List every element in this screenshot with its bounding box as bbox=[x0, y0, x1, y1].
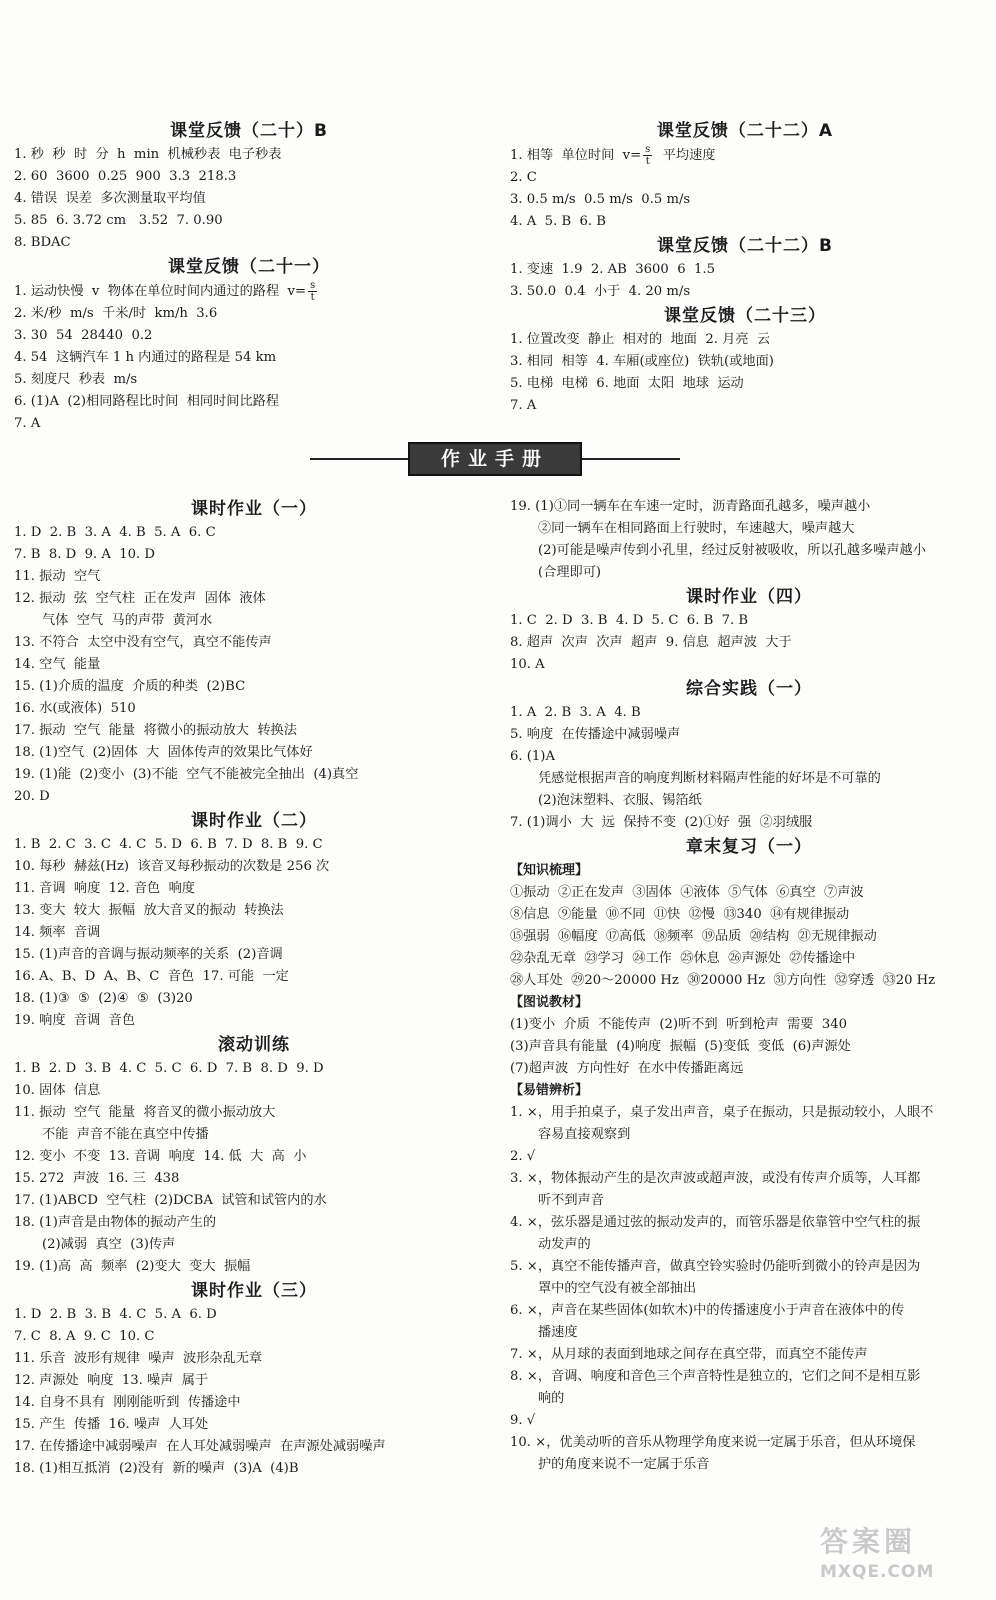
answer-line: 4. A 5. B 6. B bbox=[510, 214, 606, 229]
answer-line: 11. 振动 空气 能量 将音叉的微小振动放大 bbox=[14, 1105, 276, 1120]
answer-line: 15. (1)介质的温度 介质的种类 (2)BC bbox=[14, 679, 246, 694]
answer-line: 6. ×，声音在某些固体(如软木)中的传播速度小于声音在液体中的传 bbox=[510, 1303, 905, 1318]
answer-line: 12. 变小 不变 13. 音调 响度 14. 低 大 高 小 bbox=[14, 1149, 307, 1164]
answer-line: 3. ×，物体振动产生的是次声波或超声波，或没有传声介质等，人耳都 bbox=[510, 1171, 921, 1186]
section-title: 课堂反馈（二十一） bbox=[168, 257, 330, 277]
answer-line: 18. (1)声音是由物体的振动产生的 bbox=[14, 1215, 217, 1230]
answer-line: 2. C bbox=[510, 170, 537, 185]
answer-line: 3. 0.5 m/s 0.5 m/s 0.5 m/s bbox=[510, 192, 691, 207]
answer-line: 2. √ bbox=[510, 1149, 536, 1164]
answer-line: 7. B 8. D 9. A 10. D bbox=[14, 547, 155, 562]
watermark-line1: 答案圈 bbox=[820, 1525, 917, 1558]
section-title: 章末复习（一） bbox=[686, 837, 812, 857]
banner-rule-left bbox=[310, 458, 408, 460]
subsection-title: 【图说教材】 bbox=[510, 995, 589, 1010]
answer-line: ②同一辆车在相同路面上行驶时，车速越大，噪声越大 bbox=[538, 521, 855, 536]
section-banner bbox=[300, 440, 690, 480]
section-title: 课时作业（一） bbox=[191, 499, 317, 519]
answer-line: 18. (1)空气 (2)固体 大 固体传声的效果比气体好 bbox=[14, 745, 313, 760]
answer-line: 11. 振动 空气 bbox=[14, 569, 101, 584]
answer-line: 5. 刻度尺 秒表 m/s bbox=[14, 372, 138, 387]
answer-line: (7)超声波 方向性好 在水中传播距离远 bbox=[510, 1061, 744, 1076]
answer-line: ㉘人耳处 ㉙20～20000 Hz ㉚20000 Hz ㉛方向性 ㉜穿透 ㉝20 Hz bbox=[510, 973, 936, 988]
section-title: 课堂反馈（二十三） bbox=[664, 306, 826, 326]
answer-line: 容易直接观察到 bbox=[538, 1127, 631, 1142]
answer-line: ①振动 ②正在发声 ③固体 ④液体 ⑤气体 ⑥真空 ⑦声波 bbox=[510, 885, 864, 900]
answer-line: 13. 变大 较大 振幅 放大音叉的振动 转换法 bbox=[14, 903, 284, 918]
section-title: 综合实践（一） bbox=[686, 679, 812, 699]
answer-line: 1. D 2. B 3. B 4. C 5. A 6. D bbox=[14, 1307, 217, 1322]
banner-rule-right bbox=[582, 458, 680, 460]
answer-line: 9. √ bbox=[510, 1413, 536, 1428]
answer-line: 15. (1)声音的音调与振动频率的关系 (2)音调 bbox=[14, 947, 283, 962]
column-left-top bbox=[14, 118, 484, 435]
answer-line: 14. 频率 音调 bbox=[14, 925, 101, 940]
answer-line: 12. 声源处 响度 13. 噪声 属于 bbox=[14, 1373, 209, 1388]
answer-line: 1. 秒 秒 时 分 h min 机械秒表 电子秒表 bbox=[14, 147, 282, 162]
answer-line: 19. (1)①同一辆车在车速一定时，沥青路面孔越多，噪声越小 bbox=[510, 499, 871, 514]
answer-line: 19. 响度 音调 音色 bbox=[14, 1013, 136, 1028]
answer-line: 3. 50.0 0.4 小于 4. 20 m/s bbox=[510, 284, 691, 299]
answer-line: 15. 272 声波 16. 三 438 bbox=[14, 1171, 180, 1186]
answer-line: 14. 自身不具有 刚刚能听到 传播途中 bbox=[14, 1395, 241, 1410]
answer-line: 不能 声音不能在真空中传播 bbox=[42, 1127, 209, 1142]
section-title: 滚动训练 bbox=[218, 1035, 290, 1055]
answer-line: 1. ×，用手拍桌子，桌子发出声音，桌子在振动，只是振动较小，人眼不 bbox=[510, 1105, 934, 1120]
answer-line: 7. C 8. A 9. C 10. C bbox=[14, 1329, 155, 1344]
answer-line: 11. 音调 响度 12. 音色 响度 bbox=[14, 881, 195, 896]
answer-line: ⑧信息 ⑨能量 ⑩不同 ⑪快 ⑫慢 ⑬340 ⑭有规律振动 bbox=[510, 907, 850, 922]
answer-line: 4. 54 这辆汽车 1 h 内通过的路程是 54 km bbox=[14, 350, 277, 365]
answer-line: 1. B 2. D 3. B 4. C 5. C 6. D 7. B 8. D 9. D bbox=[14, 1061, 324, 1076]
answer-line: 1. 位置改变 静止 相对的 地面 2. 月亮 云 bbox=[510, 332, 771, 347]
answer-line: 8. 超声 次声 次声 超声 9. 信息 超声波 大于 bbox=[510, 635, 792, 650]
section-title: 课时作业（二） bbox=[191, 811, 317, 831]
answer-line: (合理即可) bbox=[538, 565, 602, 580]
answer-line: 13. 不符合 太空中没有空气，真空不能传声 bbox=[14, 635, 272, 650]
section-title: 课堂反馈（二十二）B bbox=[657, 236, 833, 256]
answer-line: 3. 30 54 28440 0.2 bbox=[14, 328, 153, 343]
answer-line: (2)泡沫塑料、衣服、锡箔纸 bbox=[538, 793, 702, 808]
answer-line: ⑮强弱 ⑯幅度 ⑰高低 ⑱频率 ⑲品质 ⑳结构 ㉑无规律振动 bbox=[510, 929, 877, 944]
answer-line: 8. BDAC bbox=[14, 235, 71, 250]
subsection-title: 【易错辨析】 bbox=[510, 1083, 589, 1098]
answer-line: 17. 在传播途中减弱噪声 在人耳处减弱噪声 在声源处减弱噪声 bbox=[14, 1439, 386, 1454]
answer-line: (1)变小 介质 不能传声 (2)听不到 听到枪声 需要 340 bbox=[510, 1017, 848, 1032]
watermark-logo bbox=[820, 1520, 970, 1582]
answer-line: 19. (1)高 高 频率 (2)变大 变大 振幅 bbox=[14, 1259, 251, 1274]
answer-line: 10. 固体 信息 bbox=[14, 1083, 101, 1098]
answer-line: 7. ×，从月球的表面到地球之间存在真空带，而真空不能传声 bbox=[510, 1347, 868, 1362]
answer-line: 11. 乐音 波形有规律 噪声 波形杂乱无章 bbox=[14, 1351, 263, 1366]
answer-line: 4. 错误 误差 多次测量取平均值 bbox=[14, 191, 206, 206]
answer-line: 7. (1)调小 大 远 保持不变 (2)①好 强 ②羽绒服 bbox=[510, 815, 813, 830]
section-title: 课堂反馈（二十二）A bbox=[656, 121, 834, 141]
answer-line: 7. A bbox=[510, 398, 537, 413]
answer-line: 5. ×，真空不能传播声音，做真空铃实验时仍能听到微小的铃声是因为 bbox=[510, 1259, 921, 1274]
answer-line: 5. 85 6. 3.72 cm 3.52 7. 0.90 bbox=[14, 213, 223, 228]
answer-line: 凭感觉根据声音的响度判断材料隔声性能的好坏是不可靠的 bbox=[538, 771, 881, 786]
answer-line: 1. 运动快慢 v 物体在单位时间内通过的路程 v= $\frac{s}{t}$ bbox=[14, 280, 316, 303]
answer-line: 6. (1)A bbox=[510, 749, 555, 764]
column-left-bottom bbox=[14, 496, 494, 1480]
answer-line: 5. 响度 在传播途中减弱噪声 bbox=[510, 727, 681, 742]
answer-line: 1. A 2. B 3. A 4. B bbox=[510, 705, 641, 720]
answer-line: 罩中的空气没有被全部抽出 bbox=[538, 1281, 697, 1296]
answer-line: 5. 电梯 电梯 6. 地面 太阳 地球 运动 bbox=[510, 376, 744, 391]
answer-line: 7. A bbox=[14, 416, 41, 431]
answer-line: 听不到声音 bbox=[538, 1193, 604, 1208]
answer-line: 动发声的 bbox=[538, 1237, 591, 1252]
column-right-top bbox=[510, 118, 980, 417]
answer-line: 14. 空气 能量 bbox=[14, 657, 101, 672]
answer-line: 17. (1)ABCD 空气柱 (2)DCBA 试管和试管内的水 bbox=[14, 1193, 327, 1208]
answer-line: 18. (1)③ ⑤ (2)④ ⑤ (3)20 bbox=[14, 991, 193, 1006]
answer-line: 1. C 2. D 3. B 4. D 5. C 6. B 7. B bbox=[510, 613, 749, 628]
answer-line: 1. B 2. C 3. C 4. C 5. D 6. B 7. D 8. B 9. C bbox=[14, 837, 323, 852]
answer-line: 4. ×，弦乐器是通过弦的振动发声的，而管乐器是依靠管中空气柱的振 bbox=[510, 1215, 921, 1230]
answer-line: 2. 60 3600 0.25 900 3.3 218.3 bbox=[14, 169, 237, 184]
answer-line: 1. D 2. B 3. A 4. B 5. A 6. C bbox=[14, 525, 216, 540]
answer-line: 8. ×，音调、响度和音色三个声音特性是独立的，它们之间不是相互影 bbox=[510, 1369, 921, 1384]
subsection-title: 【知识梳理】 bbox=[510, 863, 589, 878]
fraction-s-over-t: $\frac{s}{t}$ bbox=[310, 280, 316, 303]
answer-line: 6. (1)A (2)相同路程比时间 相同时间比路程 bbox=[14, 394, 280, 409]
answer-line: 气体 空气 马的声带 黄河水 bbox=[42, 613, 213, 628]
answer-line: 护的角度来说不一定属于乐音 bbox=[538, 1457, 710, 1472]
answer-line: 18. (1)相互抵消 (2)没有 新的噪声 (3)A (4)B bbox=[14, 1461, 299, 1476]
answer-line: 16. 水(或液体) 510 bbox=[14, 701, 136, 716]
section-title: 课堂反馈（二十）B bbox=[170, 121, 328, 141]
answer-line: 20. D bbox=[14, 789, 50, 804]
answer-line: 10. ×，优美动听的音乐从物理学角度来说一定属于乐音，但从环境保 bbox=[510, 1435, 916, 1450]
answer-line: (2)可能是噪声传到小孔里，经过反射被吸收，所以孔越多噪声越小 bbox=[538, 543, 926, 558]
answer-line: 2. 米/秒 m/s 千米/时 km/h 3.6 bbox=[14, 306, 218, 321]
answer-line: 播速度 bbox=[538, 1325, 578, 1340]
answer-line: 响的 bbox=[538, 1391, 565, 1406]
answer-line: 1. 变速 1.9 2. AB 3600 6 1.5 bbox=[510, 262, 715, 277]
answer-line: 17. 振动 空气 能量 将微小的振动放大 转换法 bbox=[14, 723, 297, 738]
section-title: 课时作业（三） bbox=[191, 1281, 317, 1301]
answer-line: (2)减弱 真空 (3)传声 bbox=[42, 1237, 176, 1252]
answer-line: 15. 产生 传播 16. 噪声 人耳处 bbox=[14, 1417, 209, 1432]
answer-line: ㉒杂乱无章 ㉓学习 ㉔工作 ㉕休息 ㉖声源处 ㉗传播途中 bbox=[510, 951, 856, 966]
banner-title: 作业手册 bbox=[408, 442, 582, 476]
fraction-s-over-t: $\frac{s}{t}$ bbox=[645, 144, 651, 167]
answer-line: 12. 振动 弦 空气柱 正在发声 固体 液体 bbox=[14, 591, 266, 606]
answer-line: 19. (1)能 (2)变小 (3)不能 空气不能被完全抽出 (4)真空 bbox=[14, 767, 359, 782]
answer-line: 10. 每秒 赫兹(Hz) 该音叉每秒振动的次数是 256 次 bbox=[14, 859, 330, 874]
answer-line: 16. A、B、D A、B、C 音色 17. 可能 一定 bbox=[14, 969, 289, 984]
answer-line: 1. 相等 单位时间 v= $\frac{s}{t}$ 平均速度 bbox=[510, 144, 716, 167]
section-title: 课时作业（四） bbox=[686, 587, 812, 607]
watermark-line2: MXQE.COM bbox=[820, 1562, 935, 1582]
answer-line: (3)声音具有能量 (4)响度 振幅 (5)变低 变低 (6)声源处 bbox=[510, 1039, 851, 1054]
answer-line: 3. 相同 相等 4. 车厢(或座位) 铁轨(或地面) bbox=[510, 354, 774, 369]
answer-line: 10. A bbox=[510, 657, 545, 672]
column-right-bottom bbox=[510, 496, 988, 1476]
